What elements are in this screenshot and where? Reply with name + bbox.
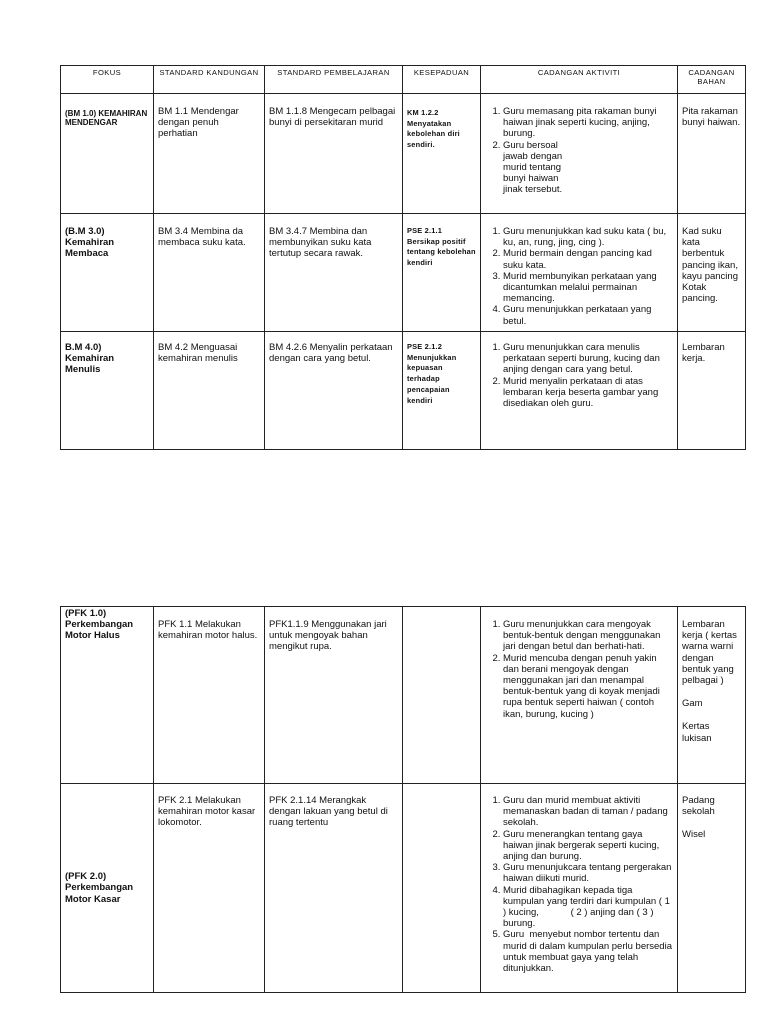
header-kesepaduan: KESEPADUAN bbox=[403, 66, 481, 94]
kesepaduan-cell: PSE 2.1.1 Bersikap positif tentang kebolehan kendiri bbox=[403, 214, 481, 332]
table-row bbox=[61, 607, 746, 784]
header-standard-pembelajaran: STANDARD PEMBELAJARAN bbox=[265, 66, 403, 94]
aktiviti-list bbox=[485, 795, 673, 974]
table-row bbox=[61, 332, 746, 450]
bahan-item: Kertas lukisan bbox=[682, 721, 712, 744]
aktiviti-cell bbox=[481, 214, 678, 332]
bahan-item: Wisel bbox=[682, 829, 706, 841]
list-item: 1. Guru dan murid membuat aktiviti memanaskan badan di taman / padang sekolah. bbox=[503, 795, 673, 829]
aktiviti-cell bbox=[481, 332, 678, 450]
list-item: 2. Murid mencuba dengan penuh yakin dan berani mengoyak dengan menggunakan jari dan menampal bentuk-bentuk yang di koyak menjadi rupa bentuk seperti haiwan ( contoh ikan, burung, kucing ) bbox=[503, 653, 673, 720]
lesson-plan-table-1 bbox=[60, 65, 746, 450]
pembelajaran-cell: BM 3.4.7 Membina dan membunyikan suku kata tertutup secara rawak. bbox=[265, 214, 403, 332]
fokus-cell: B.M 4.0) Kemahiran Menulis bbox=[61, 332, 154, 450]
list-item: 1. Guru menunjukkan cara menulis perkataan seperti burung, kucing dan anjing dengan cara yang betul. bbox=[503, 342, 673, 376]
bahan-item: Lembaran kerja ( kertas warna warni dengan bentuk yang pelbagai ) bbox=[682, 619, 737, 687]
list-item: 1. Guru memasang pita rakaman bunyi haiwan jinak seperti kucing, anjing, burung. bbox=[503, 106, 673, 140]
bahan-item: Gam bbox=[682, 698, 703, 710]
bahan-item: Padang sekolah bbox=[682, 795, 715, 818]
lesson-plan-table-2 bbox=[60, 606, 746, 993]
pembelajaran-cell: PFK 2.1.14 Merangkak dengan lakuan yang betul di ruang tertentu bbox=[265, 784, 403, 993]
kesepaduan-cell bbox=[403, 784, 481, 993]
bahan-cell: Lembaran kerja. bbox=[678, 332, 746, 450]
list-item: 5. Guru menyebut nombor tertentu dan murid di dalam kumpulan perlu bersedia untuk membuat gaya yang telah ditunjukkan. bbox=[503, 929, 673, 974]
aktiviti-list bbox=[485, 619, 673, 720]
bahan-cell: Pita rakaman bunyi haiwan. bbox=[678, 94, 746, 214]
header-fokus: FOKUS bbox=[61, 66, 154, 94]
pembelajaran-cell: BM 1.1.8 Mengecam pelbagai bunyi di persekitaran murid bbox=[265, 94, 403, 214]
kandungan-cell: BM 4.2 Menguasai kemahiran menulis bbox=[154, 332, 265, 450]
list-item: 1. Guru menunjukkan cara mengoyak bentuk-bentuk dengan menggunakan jari dengan betul dan berhati-hati. bbox=[503, 619, 673, 653]
table-row bbox=[61, 784, 746, 993]
kesepaduan-cell: PSE 2.1.2 Menunjukkan kepuasan terhadap pencapaian kendiri bbox=[403, 332, 481, 450]
table-row bbox=[61, 214, 746, 332]
aktiviti-cell bbox=[481, 94, 678, 214]
kandungan-cell: PFK 1.1 Melakukan kemahiran motor halus. bbox=[154, 607, 265, 784]
header-row bbox=[61, 66, 746, 94]
bahan-cell bbox=[678, 607, 746, 784]
list-item: 2. Murid bermain dengan pancing kad suku kata. bbox=[503, 248, 673, 270]
aktiviti-cell bbox=[481, 784, 678, 993]
aktiviti-cell bbox=[481, 607, 678, 784]
list-item: 1. Guru menunjukkan kad suku kata ( bu, ku, an, rung, jing, cing ). bbox=[503, 226, 673, 248]
pembelajaran-cell: PFK1.1.9 Menggunakan jari untuk mengoyak bahan mengikut rupa. bbox=[265, 607, 403, 784]
list-item: 2. Murid menyalin perkataan di atas lembaran kerja beserta gambar yang disediakan oleh guru. bbox=[503, 376, 673, 410]
list-item: 2. Guru bersoal jawab dengan murid tentang bunyi haiwan jinak tersebut. bbox=[503, 140, 673, 196]
list-item: 4. Guru menunjukkan perkataan yang betul. bbox=[503, 304, 673, 326]
pembelajaran-cell: BM 4.2.6 Menyalin perkataan dengan cara yang betul. bbox=[265, 332, 403, 450]
fokus-cell: (BM 1.0) KEMAHIRAN MENDENGAR bbox=[61, 94, 154, 214]
fokus-cell: (PFK 2.0) Perkembangan Motor Kasar bbox=[61, 784, 154, 993]
table-row bbox=[61, 94, 746, 214]
list-item: 3. Murid membunyikan perkataan yang dicantumkan melalui permainan memancing. bbox=[503, 271, 673, 305]
kandungan-cell: BM 1.1 Mendengar dengan penuh perhatian bbox=[154, 94, 265, 214]
aktiviti-list bbox=[485, 226, 673, 327]
kesepaduan-cell: KM 1.2.2 Menyatakan kebolehan diri sendiri. bbox=[403, 94, 481, 214]
aktiviti-list bbox=[485, 342, 673, 409]
bahan-cell: Kad suku kata berbentuk pancing ikan, kayu pancing Kotak pancing. bbox=[678, 214, 746, 332]
header-standard-kandungan: STANDARD KANDUNGAN bbox=[154, 66, 265, 94]
bahan-cell bbox=[678, 784, 746, 993]
header-cadangan-bahan: CADANGAN BAHAN bbox=[678, 66, 746, 94]
fokus-cell: (PFK 1.0) Perkembangan Motor Halus bbox=[61, 607, 154, 784]
list-item: 3. Guru menunjukcara tentang pergerakan haiwan diikuti murid. bbox=[503, 862, 673, 884]
fokus-cell: (B.M 3.0) Kemahiran Membaca bbox=[61, 214, 154, 332]
kandungan-cell: BM 3.4 Membina da membaca suku kata. bbox=[154, 214, 265, 332]
list-item: 2. Guru menerangkan tentang gaya haiwan jinak bergerak seperti kucing, anjing dan burung. bbox=[503, 829, 673, 863]
list-item: 4. Murid dibahagikan kepada tiga kumpulan yang terdiri dari kumpulan ( 1 ) kucing, ( 2 ) anjing dan ( 3 ) burung. bbox=[503, 885, 673, 930]
aktiviti-list bbox=[485, 106, 673, 196]
header-cadangan-aktiviti: CADANGAN AKTIVITI bbox=[481, 66, 678, 94]
kandungan-cell: PFK 2.1 Melakukan kemahiran motor kasar lokomotor. bbox=[154, 784, 265, 993]
kesepaduan-cell bbox=[403, 607, 481, 784]
